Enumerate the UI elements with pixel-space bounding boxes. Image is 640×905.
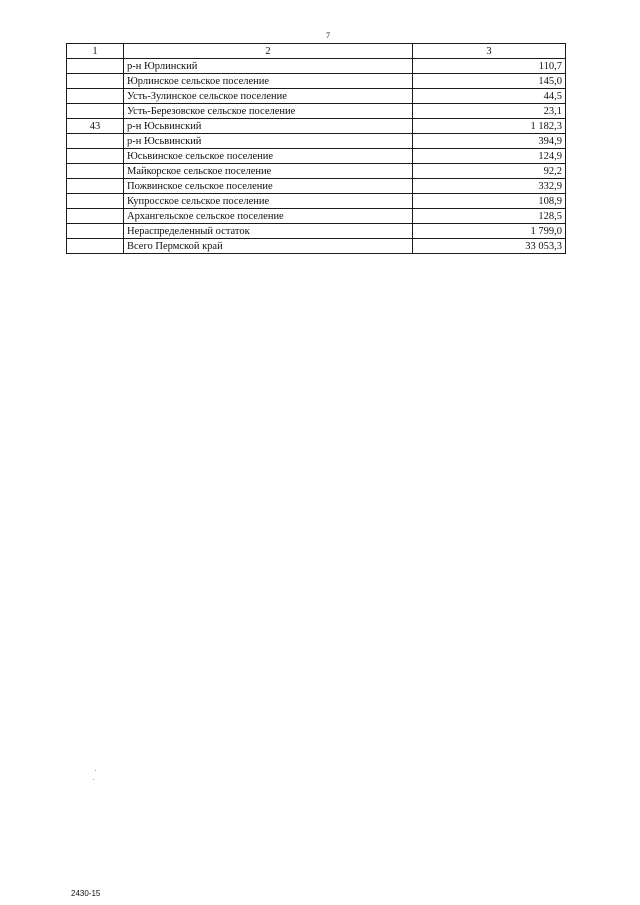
table-row — [67, 224, 566, 239]
scan-speck — [95, 770, 96, 771]
row-name-cell: Юрлинское сельское поселение — [124, 74, 413, 89]
row-number-cell — [67, 179, 124, 194]
row-name-cell: Архангельское сельское поселение — [124, 209, 413, 224]
row-name-cell: Купросское сельское поселение — [124, 194, 413, 209]
budget-table — [66, 43, 566, 254]
table-row-total — [67, 239, 566, 254]
row-name-cell: р-н Юсьвинский — [124, 119, 413, 134]
row-number-cell: 43 — [67, 119, 124, 134]
table-row — [67, 209, 566, 224]
table-row — [67, 149, 566, 164]
row-number-cell — [67, 239, 124, 254]
table-row — [67, 194, 566, 209]
row-value-cell: 23,1 — [413, 104, 566, 119]
row-value-cell: 108,9 — [413, 194, 566, 209]
column-header-2: 2 — [124, 44, 413, 59]
row-value-cell: 124,9 — [413, 149, 566, 164]
row-name-cell: р-н Юрлинский — [124, 59, 413, 74]
row-name-cell: р-н Юсьвинский — [124, 134, 413, 149]
row-value-cell: 394,9 — [413, 134, 566, 149]
row-value-cell: 44,5 — [413, 89, 566, 104]
table-row — [67, 164, 566, 179]
row-value-cell: 1 182,3 — [413, 119, 566, 134]
row-name-cell: Усть-Березовское сельское поселение — [124, 104, 413, 119]
table-row — [67, 59, 566, 74]
row-number-cell — [67, 209, 124, 224]
row-number-cell — [67, 224, 124, 239]
table-row — [67, 119, 566, 134]
table-row — [67, 89, 566, 104]
row-number-cell — [67, 59, 124, 74]
row-number-cell — [67, 104, 124, 119]
table-row — [67, 134, 566, 149]
row-value-cell: 145,0 — [413, 74, 566, 89]
row-number-cell — [67, 74, 124, 89]
row-name-cell: Усть-Зулинское сельское поселение — [124, 89, 413, 104]
row-name-cell: Юсьвинское сельское поселение — [124, 149, 413, 164]
table-header-row — [67, 44, 566, 59]
table-row — [67, 74, 566, 89]
row-value-cell: 92,2 — [413, 164, 566, 179]
row-value-cell: 1 799,0 — [413, 224, 566, 239]
row-name-cell: Всего Пермской край — [124, 239, 413, 254]
row-value-cell: 110,7 — [413, 59, 566, 74]
column-header-1: 1 — [67, 44, 124, 59]
row-number-cell — [67, 134, 124, 149]
row-number-cell — [67, 149, 124, 164]
page-number: 7 — [326, 31, 330, 40]
row-name-cell: Пожвинское сельское поселение — [124, 179, 413, 194]
row-number-cell — [67, 164, 124, 179]
row-name-cell: Нераспределенный остаток — [124, 224, 413, 239]
table-row — [67, 179, 566, 194]
row-value-cell: 128,5 — [413, 209, 566, 224]
table-row — [67, 104, 566, 119]
row-number-cell — [67, 194, 124, 209]
row-name-cell: Майкорское сельское поселение — [124, 164, 413, 179]
column-header-3: 3 — [413, 44, 566, 59]
row-value-cell: 33 053,3 — [413, 239, 566, 254]
document-code: 2430-15 — [71, 889, 101, 898]
row-number-cell — [67, 89, 124, 104]
scan-speck — [93, 779, 94, 780]
row-value-cell: 332,9 — [413, 179, 566, 194]
